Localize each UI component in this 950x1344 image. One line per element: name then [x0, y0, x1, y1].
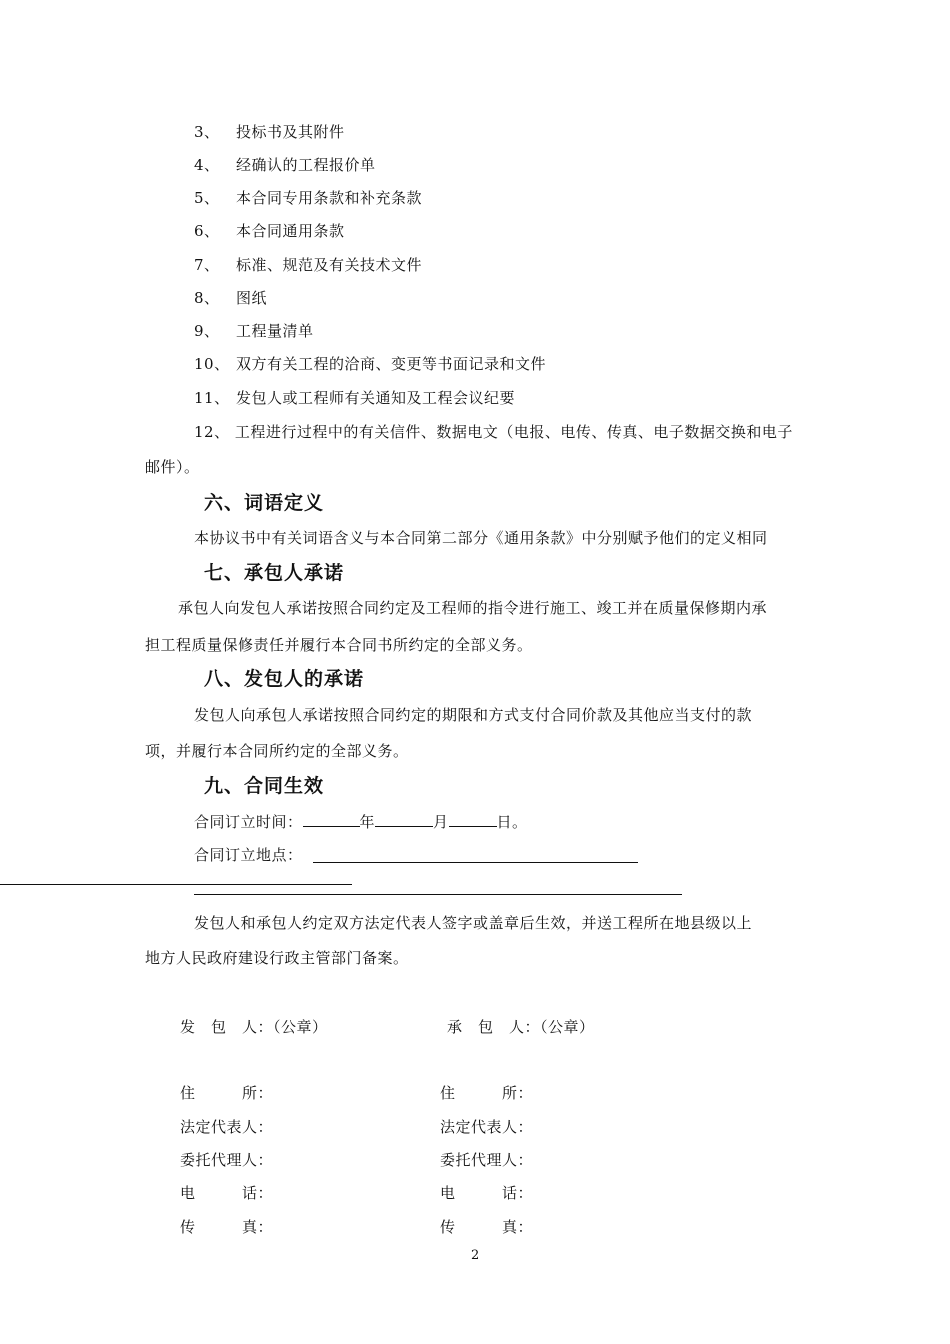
day-blank: [449, 812, 497, 827]
list-item: 5、 本合同专用条款和补充条款: [194, 189, 423, 207]
section-9-paragraph-line2: 地方人民政府建设行政主管部门备案。: [145, 949, 409, 967]
section-heading-9: 九、合同生效: [204, 775, 325, 797]
section-heading-8: 八、发包人的承诺: [204, 668, 365, 690]
section-6-paragraph: 本协议书中有关词语含义与本合同第二部分《通用条款》中分别赋予他们的定义相同: [194, 529, 768, 547]
employer-party-label: 发 包 人：（公章）: [180, 1018, 328, 1036]
list-item-12-line1: 12、 工程进行过程中的有关信件、数据电文（电报、电传、传真、电子数据交换和电子: [194, 423, 793, 441]
place-blank-line: [313, 862, 638, 863]
section-heading-7: 七、承包人承诺: [204, 562, 345, 584]
list-item: 6、 本合同通用条款: [194, 222, 345, 240]
employer-phone-label: 电 话：: [180, 1184, 274, 1202]
list-item: 8、 图纸: [194, 289, 268, 307]
list-item: 11、 发包人或工程师有关通知及工程会议纪要: [194, 389, 516, 407]
list-item: 3、 投标书及其附件: [194, 123, 345, 141]
day-label: 日。: [496, 813, 528, 831]
contract-place-row: [194, 845, 303, 865]
section-9-paragraph-line1: 发包人和承包人约定双方法定代表人签字或盖章后生效，并送工程所在地县级以上: [194, 914, 753, 932]
employer-agent-label: 委托代理人：: [180, 1151, 274, 1169]
contractor-address-label: 住 所：: [440, 1084, 534, 1102]
month-blank: [375, 812, 433, 827]
employer-legal-rep-label: 法定代表人：: [180, 1118, 274, 1136]
contractor-fax-label: 传 真：: [440, 1218, 534, 1236]
list-item: 10、 双方有关工程的洽商、变更等书面记录和文件: [194, 355, 547, 373]
list-item: 9、 工程量清单: [194, 322, 314, 340]
place-blank-line-second: [194, 894, 682, 895]
employer-address-label: 住 所：: [180, 1084, 274, 1102]
section-heading-6: 六、词语定义: [204, 492, 325, 514]
place-blank-line-continued: [0, 884, 352, 885]
list-item: 4、 经确认的工程报价单: [194, 156, 376, 174]
section-8-paragraph-line1: 发包人向承包人承诺按照合同约定的期限和方式支付合同价款及其他应当支付的款: [194, 706, 753, 724]
contract-date-row: [194, 812, 528, 832]
month-label: 月: [433, 813, 449, 831]
section-8-paragraph-line2: 项，并履行本合同所约定的全部义务。: [145, 742, 409, 760]
employer-fax-label: 传 真：: [180, 1218, 274, 1236]
section-7-paragraph-line1: 承包人向发包人承诺按照合同约定及工程师的指令进行施工、竣工并在质量保修期内承: [178, 599, 768, 617]
year-label: 年: [359, 813, 376, 831]
contract-place-label: 合同订立地点：: [194, 846, 303, 864]
contractor-legal-rep-label: 法定代表人：: [440, 1118, 534, 1136]
contractor-agent-label: 委托代理人：: [440, 1151, 534, 1169]
contractor-phone-label: 电 话：: [440, 1184, 534, 1202]
page-number: 2: [471, 1248, 480, 1263]
contract-date-label: 合同订立时间：: [194, 813, 303, 831]
list-item: 7、 标准、规范及有关技术文件: [194, 256, 423, 274]
list-item-12-line2: 邮件）。: [145, 458, 200, 476]
section-7-paragraph-line2: 担工程质量保修责任并履行本合同书所约定的全部义务。: [145, 636, 533, 654]
year-blank: [303, 812, 360, 827]
contractor-party-label: 承 包 人：（公章）: [447, 1018, 595, 1036]
